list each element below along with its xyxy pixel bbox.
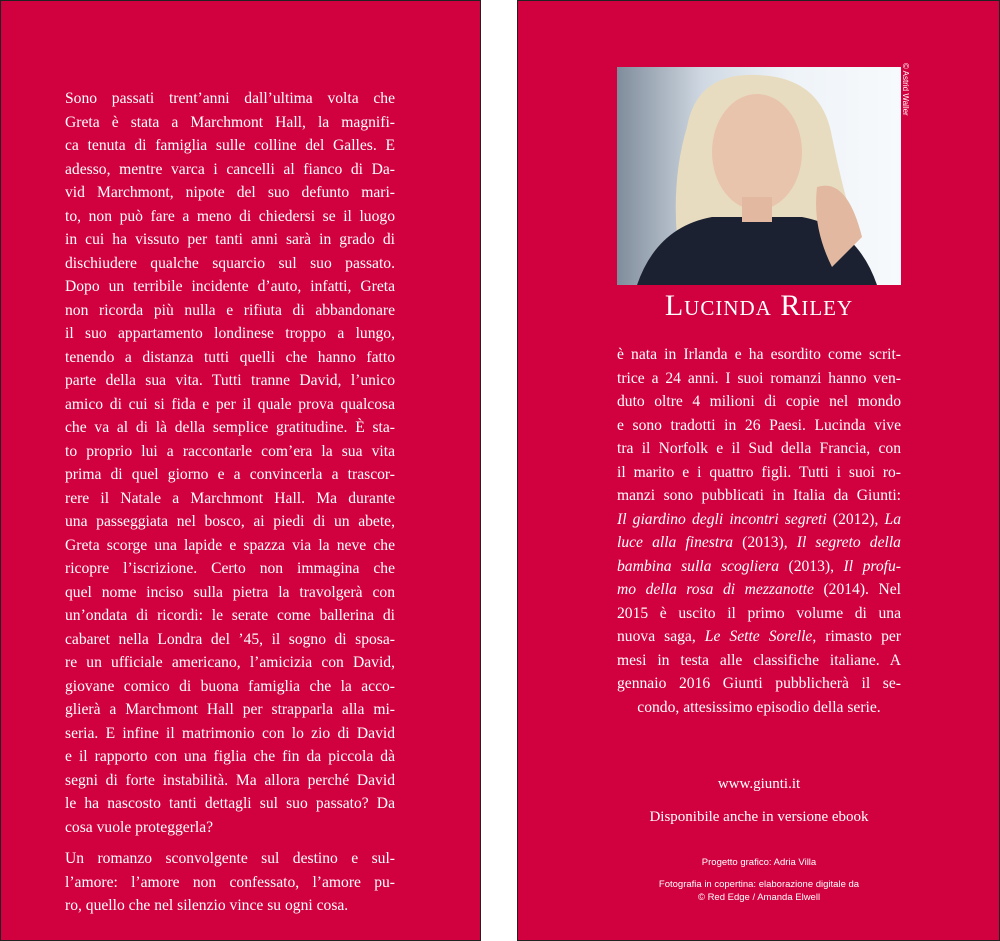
- text-line: giovane comico di buona famiglia che la acco-: [65, 677, 395, 695]
- text-line: Greta è stata a Marchmont Hall, la magnifi-: [65, 113, 395, 131]
- text-line: cabaret nella Londra del ’45, il sogno di sposa-: [65, 630, 395, 648]
- bio-line: [617, 649, 901, 673]
- bio-text: nuova saga,: [617, 628, 705, 645]
- text-line: e il rapporto con una figlia che fin da piccola dà: [65, 748, 395, 765]
- text-line: seria. E infine il matrimonio con lo zio di David: [65, 724, 395, 742]
- bio-text: (2013),: [779, 557, 844, 575]
- ebook-note: Disponibile anche in versione ebook: [649, 809, 869, 825]
- text-line: una passeggiata nel bosco, ai piedi di un abete,: [65, 513, 395, 530]
- text-line: le ha nascosto tanti dettagli sul suo passato? Da: [65, 795, 395, 812]
- synopsis: [65, 87, 395, 918]
- text-line: ca tenuta di famiglia sulle colline del Galles. E: [65, 137, 395, 154]
- text-line: glierà a Marchmont Hall per strapparla alla mi-: [65, 701, 395, 718]
- bio-line: [617, 578, 901, 602]
- text-line: dischiudere qualche squarcio sul suo passato.: [65, 254, 395, 272]
- bio-line: [617, 531, 901, 555]
- bio-text: mesi in testa alle classifiche italiane. A: [617, 651, 901, 669]
- text-line: cosa vuole proteggerla?: [65, 818, 214, 836]
- photo-credit: © Astrid Waller: [901, 63, 910, 116]
- bio-line: [617, 508, 901, 532]
- bio-text: manzi sono pubblicati in Italia da Giunti:: [617, 487, 901, 504]
- bio-text: (2014). Nel: [813, 581, 901, 598]
- text-line: rere il Natale a Marchmont Hall. Ma durante: [65, 489, 395, 507]
- text-line: Sono passati trent’anni dall’ultima volta che: [65, 90, 395, 107]
- website-link[interactable]: www.giunti.it: [717, 776, 801, 792]
- bio-text: tra il Norfolk e il Sud della Francia, con: [617, 440, 901, 457]
- text-line: vid Marchmont, nipote del suo defunto mari-: [65, 184, 395, 201]
- graphic-design-credit: Progetto grafico: Adria Villa: [701, 857, 817, 868]
- cover-photo-credit-2: © Red Edge / Amanda Elwell: [697, 892, 821, 903]
- author-name: Lucinda Riley: [664, 289, 854, 322]
- front-flap: [517, 0, 1000, 941]
- book-title: La: [884, 510, 901, 528]
- bio-line: [617, 437, 901, 461]
- synopsis-paragraph-2: [65, 847, 395, 918]
- bio-text: (2013),: [733, 534, 797, 551]
- bio-text: trice a 24 anni. I suoi romanzi hanno ven-: [617, 369, 901, 387]
- text-line: un’ondata di ricordi: le serate come ballerina di: [65, 607, 395, 624]
- text-line: segni di forte instabilità. Ma allora perché David: [65, 771, 395, 789]
- bio-line: [617, 602, 901, 626]
- text-line: Greta scorge una lapide e spazza via la neve che: [65, 536, 395, 554]
- bio-line: [617, 461, 901, 485]
- text-line: adesso, mentre varca i cancelli al fianco di Da-: [65, 160, 395, 178]
- author-photo: [617, 67, 901, 285]
- bio-line: [617, 414, 901, 438]
- book-title: bambina sulla scogliera: [617, 557, 779, 575]
- text-line: ro, quello che nel silenzio vince su ogni cosa.: [65, 897, 349, 914]
- cover-photo-credit-1: Fotografia in copertina: elaborazione digitale da: [658, 879, 860, 890]
- bio-text: 2015 è uscito il primo volume di una: [617, 604, 901, 622]
- bio-text: duto oltre 4 milioni di copie nel mondo: [617, 393, 901, 410]
- text-line: il suo appartamento londinese troppo a lungo,: [65, 325, 395, 342]
- text-line: prima di quel giorno e a convincerla a trascor-: [65, 466, 395, 483]
- text-line: tenendo a distanza tutti quelli che hanno fatto: [65, 348, 395, 366]
- text-line: to, non può fare a meno di chiedersi se il luogo: [65, 207, 395, 225]
- bio-line: [617, 672, 901, 696]
- bio-line: [617, 343, 901, 367]
- author-bio: [617, 343, 901, 719]
- text-line: to proprio lui a raccontarle com’era la sua vita: [65, 442, 395, 460]
- text-line: Un romanzo sconvolgente sul destino e sul-: [65, 850, 395, 867]
- back-flap: [0, 0, 481, 941]
- bio-text: gennaio 2016 Giunti pubblicherà il se-: [617, 675, 901, 692]
- book-title: Le Sette Sorelle: [704, 628, 813, 645]
- bio-text: il marito e i quattro figli. Tutti i suoi ro-: [617, 463, 901, 481]
- text-line: non ricorda più nulla e rifiuta di abbandonare: [65, 301, 395, 319]
- author-portrait-image: [617, 67, 901, 285]
- book-title: Il profu-: [843, 557, 901, 575]
- book-title: Il segreto della: [796, 534, 901, 551]
- text-line: re un ufficiale americano, l’amicizia con David,: [65, 654, 395, 671]
- synopsis-paragraph-1: [65, 87, 395, 839]
- text-line: Dopo un terribile incidente d’auto, infatti, Greta: [65, 278, 395, 295]
- book-title: luce alla finestra: [617, 534, 734, 551]
- bio-text: condo, attesissimo episodio della serie.: [637, 698, 881, 716]
- bio-line: [617, 367, 901, 391]
- bio-line: [617, 484, 901, 508]
- text-line: che va al di là della semplice gratitudine. È sta-: [65, 419, 395, 436]
- text-line: quel nome inciso sulla pietra la travolgerà con: [65, 583, 395, 601]
- bio-text: , rimasto per: [812, 628, 901, 645]
- bio-line: [617, 625, 901, 649]
- text-line: l’amore: l’amore non confessato, l’amore pu-: [65, 873, 395, 891]
- book-title: mo della rosa di mezzanotte: [617, 581, 814, 598]
- text-line: parte della sua vita. Tutti tranne David, l’unico: [65, 372, 395, 389]
- bio-line: [617, 555, 901, 579]
- bio-text: e sono tradotti in 26 Paesi. Lucinda vive: [617, 416, 901, 434]
- bio-line: [617, 390, 901, 414]
- text-line: in cui ha vissuto per tanti anni sarà in grado di: [65, 231, 395, 248]
- bio-text: (2012),: [826, 510, 885, 528]
- bio-text: è nata in Irlanda e ha esordito come scrit-: [617, 346, 901, 363]
- book-title: Il giardino degli incontri segreti: [617, 510, 827, 528]
- bio-line: [617, 696, 901, 720]
- text-line: amico di cui si fida e per il quale prova qualcosa: [65, 395, 395, 413]
- text-line: ricopre l’iscrizione. Certo non immagina che: [65, 560, 395, 577]
